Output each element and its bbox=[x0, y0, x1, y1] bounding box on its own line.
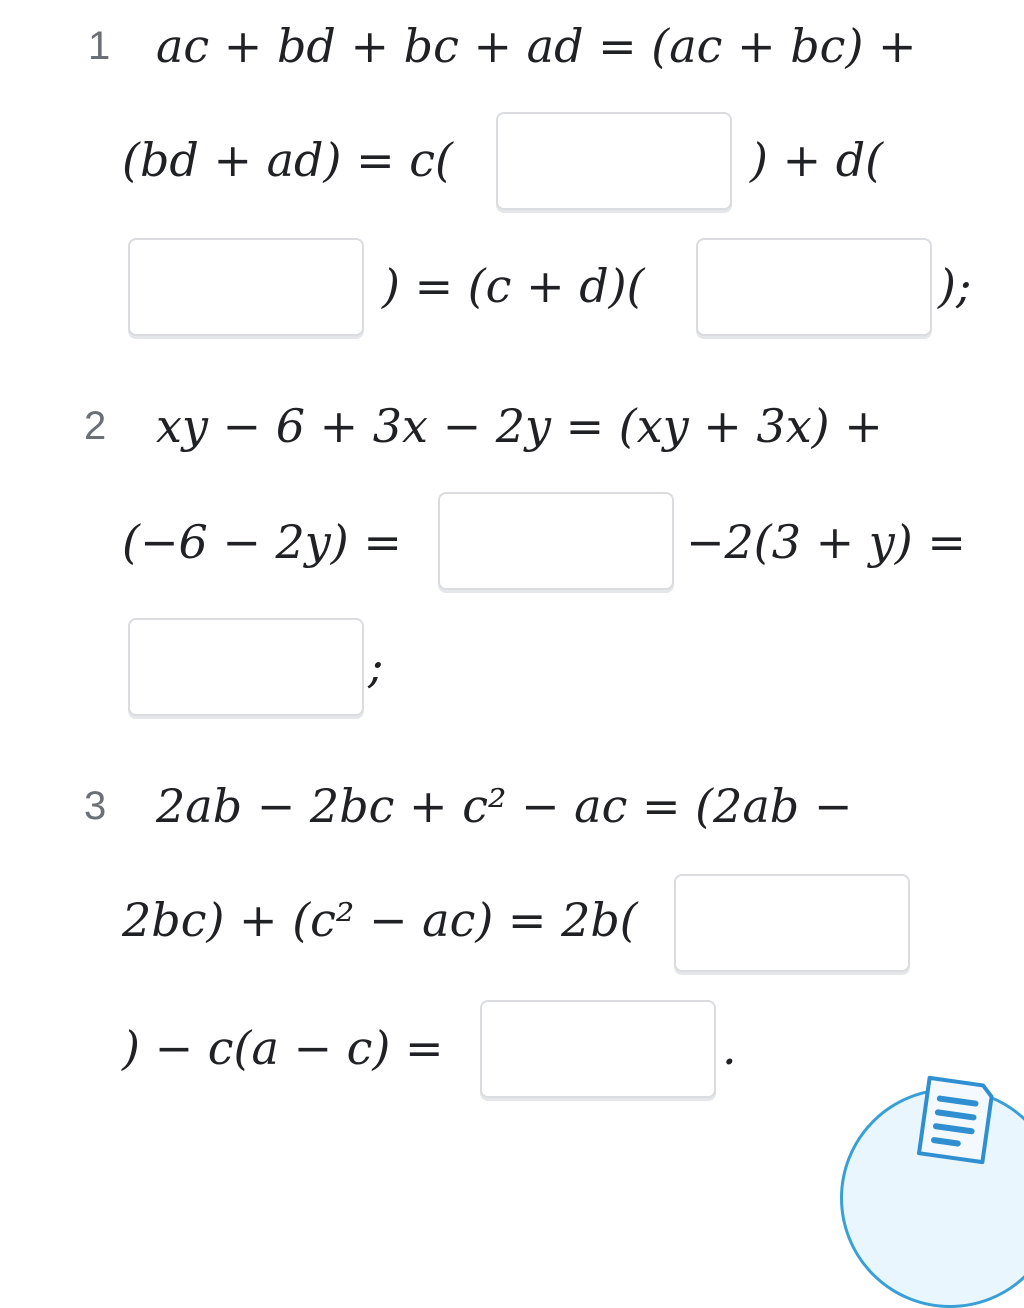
exercise-2-line-2-suffix: −2(3 + y) = bbox=[686, 515, 966, 569]
exercise-2-answer-2-input[interactable] bbox=[128, 618, 364, 716]
exercise-2-line-3-suffix: ; bbox=[368, 639, 384, 693]
exercise-2-line-2-prefix: (−6 − 2y) = bbox=[122, 515, 402, 569]
exercise-1-line-1: ac + bd + bc + ad = (ac + bc) + bbox=[156, 19, 917, 73]
exercise-3-line-2-prefix: 2bc) + (c² − ac) = 2b( bbox=[122, 893, 638, 947]
exercise-3-line-3-prefix: ) − c(a − c) = bbox=[122, 1021, 444, 1075]
exercise-1-number: 1 bbox=[88, 24, 111, 68]
exercise-2-number: 2 bbox=[84, 404, 107, 448]
exercise-3-number: 3 bbox=[84, 784, 107, 828]
exercise-3-answer-1-input[interactable] bbox=[674, 874, 910, 972]
exercise-1-line-3-mid: ) = (c + d)( bbox=[382, 259, 645, 313]
exercise-3-answer-2-input[interactable] bbox=[480, 1000, 716, 1098]
exercise-2-line-1: xy − 6 + 3x − 2y = (xy + 3x) + bbox=[156, 399, 883, 453]
exercise-3-line-3-suffix: . bbox=[722, 1021, 737, 1075]
exercise-3-line-1: 2ab − 2bc + c² − ac = (2ab − bbox=[156, 779, 853, 833]
exercise-1-line-2-suffix: ) + d( bbox=[750, 133, 884, 187]
exercise-1-line-3-suffix: ); bbox=[938, 259, 972, 313]
exercise-1-answer-2-input[interactable] bbox=[128, 238, 364, 336]
exercise-1-answer-3-input[interactable] bbox=[696, 238, 932, 336]
exercise-1-line-2-prefix: (bd + ad) = c( bbox=[122, 133, 453, 187]
exercise-2-answer-1-input[interactable] bbox=[438, 492, 674, 590]
exercise-1-answer-1-input[interactable] bbox=[496, 112, 732, 210]
notes-icon[interactable] bbox=[913, 1073, 1000, 1167]
